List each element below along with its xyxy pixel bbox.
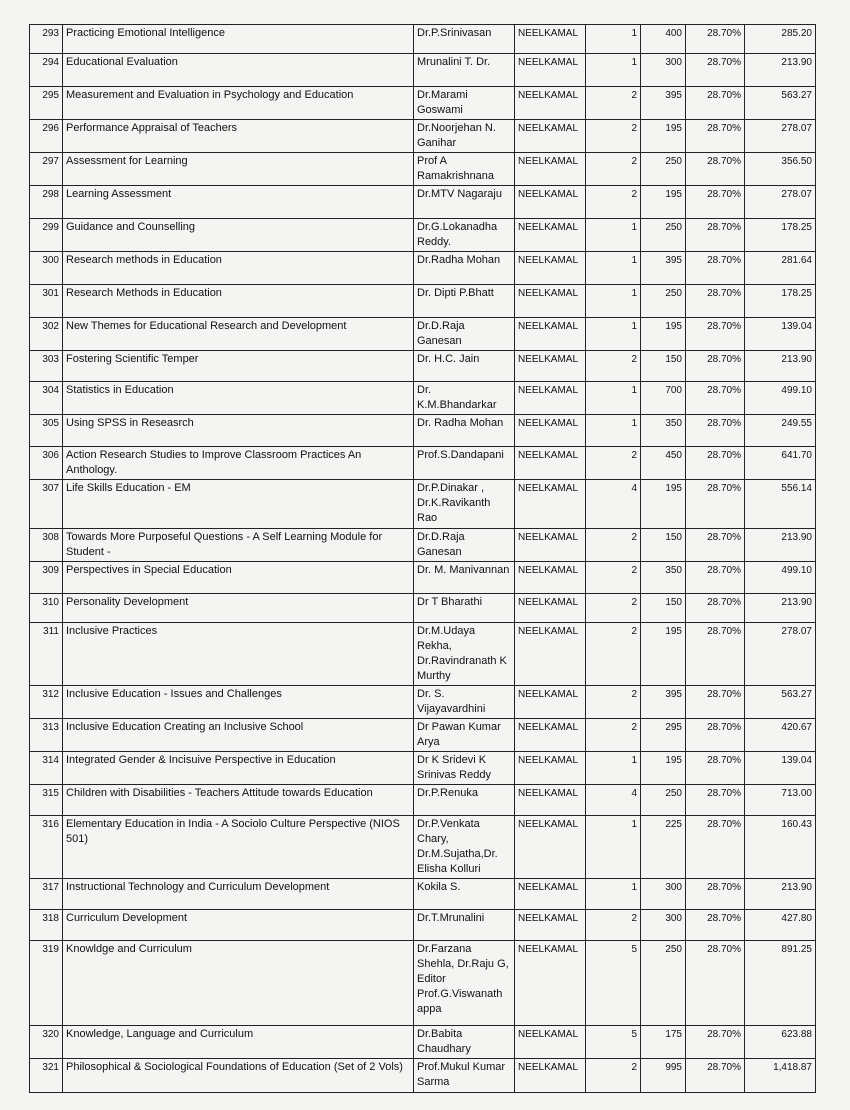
author-cell: Dr.Radha Mohan xyxy=(414,252,515,285)
publisher-cell: NEELKAMAL xyxy=(515,623,586,686)
publisher-cell: NEELKAMAL xyxy=(515,120,586,153)
author-cell: Dr.P.Venkata Chary, Dr.M.Sujatha,Dr. Elisha Kolluri xyxy=(414,816,515,879)
serial-number-cell: 311 xyxy=(30,623,63,686)
quantity-cell: 1 xyxy=(586,219,641,252)
serial-number-cell: 320 xyxy=(30,1026,63,1059)
serial-number-cell: 307 xyxy=(30,480,63,529)
quantity-cell: 1 xyxy=(586,285,641,318)
serial-number-cell: 317 xyxy=(30,879,63,910)
amount-cell: 356.50 xyxy=(745,153,816,186)
title-cell: Life Skills Education - EM xyxy=(63,480,414,529)
serial-number-cell: 319 xyxy=(30,941,63,1026)
quantity-cell: 1 xyxy=(586,54,641,87)
amount-cell: 891.25 xyxy=(745,941,816,1026)
author-cell: Dr Pawan Kumar Arya xyxy=(414,719,515,752)
publisher-cell: NEELKAMAL xyxy=(515,562,586,594)
price-cell: 700 xyxy=(641,382,686,415)
table-row xyxy=(30,219,816,252)
publisher-cell: NEELKAMAL xyxy=(515,594,586,623)
serial-number-cell: 296 xyxy=(30,120,63,153)
author-cell: Kokila S. xyxy=(414,879,515,910)
discount-cell: 28.70% xyxy=(686,415,745,447)
serial-number-cell: 301 xyxy=(30,285,63,318)
quantity-cell: 2 xyxy=(586,623,641,686)
table-row xyxy=(30,382,816,415)
amount-cell: 499.10 xyxy=(745,382,816,415)
table-row xyxy=(30,529,816,562)
discount-cell: 28.70% xyxy=(686,910,745,941)
table-row xyxy=(30,25,816,54)
serial-number-cell: 305 xyxy=(30,415,63,447)
quantity-cell: 1 xyxy=(586,752,641,785)
price-cell: 350 xyxy=(641,415,686,447)
quantity-cell: 1 xyxy=(586,382,641,415)
author-cell: Dr.Babita Chaudhary xyxy=(414,1026,515,1059)
quantity-cell: 2 xyxy=(586,120,641,153)
serial-number-cell: 318 xyxy=(30,910,63,941)
author-cell: Dr.G.Lokanadha Reddy. xyxy=(414,219,515,252)
quantity-cell: 2 xyxy=(586,686,641,719)
publisher-cell: NEELKAMAL xyxy=(515,910,586,941)
price-cell: 300 xyxy=(641,910,686,941)
serial-number-cell: 300 xyxy=(30,252,63,285)
quantity-cell: 2 xyxy=(586,562,641,594)
amount-cell: 641.70 xyxy=(745,447,816,480)
amount-cell: 249.55 xyxy=(745,415,816,447)
title-cell: Knowledge, Language and Curriculum xyxy=(63,1026,414,1059)
price-cell: 350 xyxy=(641,562,686,594)
author-cell: Dr.MTV Nagaraju xyxy=(414,186,515,219)
amount-cell: 713.00 xyxy=(745,785,816,816)
author-cell: Dr.Farzana Shehla, Dr.Raju G, Editor Prof.G.Viswanath appa xyxy=(414,941,515,1026)
amount-cell: 278.07 xyxy=(745,186,816,219)
table-row xyxy=(30,686,816,719)
amount-cell: 213.90 xyxy=(745,594,816,623)
quantity-cell: 2 xyxy=(586,1059,641,1093)
table-body xyxy=(30,25,816,1093)
amount-cell: 160.43 xyxy=(745,816,816,879)
author-cell: Dr.P.Dinakar , Dr.K.Ravikanth Rao xyxy=(414,480,515,529)
quantity-cell: 1 xyxy=(586,879,641,910)
author-cell: Dr. K.M.Bhandarkar xyxy=(414,382,515,415)
price-cell: 175 xyxy=(641,1026,686,1059)
price-cell: 195 xyxy=(641,752,686,785)
title-cell: Instructional Technology and Curriculum Development xyxy=(63,879,414,910)
discount-cell: 28.70% xyxy=(686,752,745,785)
discount-cell: 28.70% xyxy=(686,562,745,594)
publisher-cell: NEELKAMAL xyxy=(515,415,586,447)
discount-cell: 28.70% xyxy=(686,186,745,219)
table-row xyxy=(30,480,816,529)
title-cell: Research methods in Education xyxy=(63,252,414,285)
publisher-cell: NEELKAMAL xyxy=(515,941,586,1026)
quantity-cell: 5 xyxy=(586,1026,641,1059)
title-cell: New Themes for Educational Research and Development xyxy=(63,318,414,351)
table-row xyxy=(30,120,816,153)
publisher-cell: NEELKAMAL xyxy=(515,252,586,285)
table-row xyxy=(30,318,816,351)
author-cell: Dr.P.Srinivasan xyxy=(414,25,515,54)
quantity-cell: 2 xyxy=(586,87,641,120)
title-cell: Assessment for Learning xyxy=(63,153,414,186)
serial-number-cell: 315 xyxy=(30,785,63,816)
serial-number-cell: 294 xyxy=(30,54,63,87)
publisher-cell: NEELKAMAL xyxy=(515,351,586,382)
publisher-cell: NEELKAMAL xyxy=(515,816,586,879)
table-row xyxy=(30,285,816,318)
amount-cell: 213.90 xyxy=(745,529,816,562)
author-cell: Dr.Marami Goswami xyxy=(414,87,515,120)
table-row xyxy=(30,87,816,120)
quantity-cell: 2 xyxy=(586,910,641,941)
quantity-cell: 4 xyxy=(586,785,641,816)
author-cell: Dr K Sridevi K Srinivas Reddy xyxy=(414,752,515,785)
author-cell: Dr. H.C. Jain xyxy=(414,351,515,382)
author-cell: Prof A Ramakrishnana xyxy=(414,153,515,186)
discount-cell: 28.70% xyxy=(686,941,745,1026)
discount-cell: 28.70% xyxy=(686,623,745,686)
title-cell: Philosophical & Sociological Foundations of Education (Set of 2 Vols) xyxy=(63,1059,414,1093)
discount-cell: 28.70% xyxy=(686,382,745,415)
price-cell: 300 xyxy=(641,879,686,910)
author-cell: Dr.Noorjehan N. Ganihar xyxy=(414,120,515,153)
publisher-cell: NEELKAMAL xyxy=(515,686,586,719)
serial-number-cell: 306 xyxy=(30,447,63,480)
title-cell: Knowldge and Curriculum xyxy=(63,941,414,1026)
table-row xyxy=(30,719,816,752)
table-row xyxy=(30,54,816,87)
serial-number-cell: 303 xyxy=(30,351,63,382)
table-row xyxy=(30,752,816,785)
discount-cell: 28.70% xyxy=(686,447,745,480)
table-row xyxy=(30,186,816,219)
quantity-cell: 2 xyxy=(586,719,641,752)
author-cell: Prof.S.Dandapani xyxy=(414,447,515,480)
publisher-cell: NEELKAMAL xyxy=(515,318,586,351)
price-cell: 250 xyxy=(641,785,686,816)
amount-cell: 278.07 xyxy=(745,623,816,686)
price-cell: 395 xyxy=(641,252,686,285)
quantity-cell: 5 xyxy=(586,941,641,1026)
serial-number-cell: 316 xyxy=(30,816,63,879)
title-cell: Educational Evaluation xyxy=(63,54,414,87)
table-row xyxy=(30,941,816,1026)
amount-cell: 139.04 xyxy=(745,318,816,351)
amount-cell: 623.88 xyxy=(745,1026,816,1059)
title-cell: Guidance and Counselling xyxy=(63,219,414,252)
price-cell: 195 xyxy=(641,186,686,219)
price-cell: 225 xyxy=(641,816,686,879)
price-cell: 250 xyxy=(641,153,686,186)
title-cell: Children with Disabilities - Teachers Attitude towards Education xyxy=(63,785,414,816)
amount-cell: 281.64 xyxy=(745,252,816,285)
book-list-table xyxy=(29,24,816,1093)
price-cell: 300 xyxy=(641,54,686,87)
publisher-cell: NEELKAMAL xyxy=(515,153,586,186)
serial-number-cell: 302 xyxy=(30,318,63,351)
serial-number-cell: 297 xyxy=(30,153,63,186)
price-cell: 195 xyxy=(641,318,686,351)
publisher-cell: NEELKAMAL xyxy=(515,1026,586,1059)
price-cell: 150 xyxy=(641,529,686,562)
quantity-cell: 1 xyxy=(586,25,641,54)
title-cell: Performance Appraisal of Teachers xyxy=(63,120,414,153)
amount-cell: 499.10 xyxy=(745,562,816,594)
author-cell: Dr.M.Udaya Rekha, Dr.Ravindranath K Murthy xyxy=(414,623,515,686)
discount-cell: 28.70% xyxy=(686,686,745,719)
table-row xyxy=(30,816,816,879)
title-cell: Elementary Education in India - A Sociolo Culture Perspective (NIOS 501) xyxy=(63,816,414,879)
author-cell: Dr. Radha Mohan xyxy=(414,415,515,447)
price-cell: 195 xyxy=(641,480,686,529)
amount-cell: 285.20 xyxy=(745,25,816,54)
serial-number-cell: 309 xyxy=(30,562,63,594)
quantity-cell: 2 xyxy=(586,153,641,186)
quantity-cell: 1 xyxy=(586,816,641,879)
serial-number-cell: 299 xyxy=(30,219,63,252)
price-cell: 995 xyxy=(641,1059,686,1093)
quantity-cell: 2 xyxy=(586,186,641,219)
table-row xyxy=(30,623,816,686)
discount-cell: 28.70% xyxy=(686,594,745,623)
price-cell: 195 xyxy=(641,120,686,153)
price-cell: 150 xyxy=(641,594,686,623)
serial-number-cell: 295 xyxy=(30,87,63,120)
serial-number-cell: 314 xyxy=(30,752,63,785)
amount-cell: 178.25 xyxy=(745,219,816,252)
title-cell: Inclusive Practices xyxy=(63,623,414,686)
publisher-cell: NEELKAMAL xyxy=(515,186,586,219)
quantity-cell: 1 xyxy=(586,318,641,351)
price-cell: 295 xyxy=(641,719,686,752)
amount-cell: 178.25 xyxy=(745,285,816,318)
author-cell: Dr.P.Renuka xyxy=(414,785,515,816)
title-cell: Statistics in Education xyxy=(63,382,414,415)
table-row xyxy=(30,447,816,480)
amount-cell: 1,418.87 xyxy=(745,1059,816,1093)
author-cell: Dr.D.Raja Ganesan xyxy=(414,318,515,351)
publisher-cell: NEELKAMAL xyxy=(515,785,586,816)
discount-cell: 28.70% xyxy=(686,219,745,252)
amount-cell: 139.04 xyxy=(745,752,816,785)
publisher-cell: NEELKAMAL xyxy=(515,719,586,752)
table-row xyxy=(30,1059,816,1093)
discount-cell: 28.70% xyxy=(686,480,745,529)
discount-cell: 28.70% xyxy=(686,879,745,910)
discount-cell: 28.70% xyxy=(686,719,745,752)
title-cell: Practicing Emotional Intelligence xyxy=(63,25,414,54)
table-row xyxy=(30,351,816,382)
title-cell: Inclusive Education Creating an Inclusive School xyxy=(63,719,414,752)
title-cell: Research Methods in Education xyxy=(63,285,414,318)
price-cell: 250 xyxy=(641,285,686,318)
title-cell: Integrated Gender & Incisuive Perspective in Education xyxy=(63,752,414,785)
amount-cell: 213.90 xyxy=(745,54,816,87)
price-cell: 250 xyxy=(641,941,686,1026)
table-row xyxy=(30,252,816,285)
publisher-cell: NEELKAMAL xyxy=(515,879,586,910)
author-cell: Dr. M. Manivannan xyxy=(414,562,515,594)
discount-cell: 28.70% xyxy=(686,120,745,153)
serial-number-cell: 312 xyxy=(30,686,63,719)
amount-cell: 563.27 xyxy=(745,87,816,120)
table-row xyxy=(30,910,816,941)
title-cell: Measurement and Evaluation in Psychology and Education xyxy=(63,87,414,120)
table-row xyxy=(30,1026,816,1059)
publisher-cell: NEELKAMAL xyxy=(515,382,586,415)
price-cell: 395 xyxy=(641,686,686,719)
amount-cell: 213.90 xyxy=(745,351,816,382)
title-cell: Towards More Purposeful Questions - A Self Learning Module for Student - xyxy=(63,529,414,562)
title-cell: Fostering Scientific Temper xyxy=(63,351,414,382)
quantity-cell: 1 xyxy=(586,415,641,447)
publisher-cell: NEELKAMAL xyxy=(515,219,586,252)
publisher-cell: NEELKAMAL xyxy=(515,54,586,87)
publisher-cell: NEELKAMAL xyxy=(515,87,586,120)
discount-cell: 28.70% xyxy=(686,351,745,382)
serial-number-cell: 313 xyxy=(30,719,63,752)
author-cell: Dr T Bharathi xyxy=(414,594,515,623)
quantity-cell: 2 xyxy=(586,594,641,623)
price-cell: 450 xyxy=(641,447,686,480)
discount-cell: 28.70% xyxy=(686,318,745,351)
title-cell: Action Research Studies to Improve Classroom Practices An Anthology. xyxy=(63,447,414,480)
discount-cell: 28.70% xyxy=(686,25,745,54)
discount-cell: 28.70% xyxy=(686,785,745,816)
quantity-cell: 2 xyxy=(586,351,641,382)
serial-number-cell: 310 xyxy=(30,594,63,623)
author-cell: Dr. Dipti P.Bhatt xyxy=(414,285,515,318)
table-row xyxy=(30,785,816,816)
title-cell: Using SPSS in Reseasrch xyxy=(63,415,414,447)
price-cell: 395 xyxy=(641,87,686,120)
amount-cell: 420.67 xyxy=(745,719,816,752)
amount-cell: 563.27 xyxy=(745,686,816,719)
discount-cell: 28.70% xyxy=(686,54,745,87)
quantity-cell: 4 xyxy=(586,480,641,529)
table-row xyxy=(30,415,816,447)
author-cell: Dr. S. Vijayavardhini xyxy=(414,686,515,719)
discount-cell: 28.70% xyxy=(686,252,745,285)
discount-cell: 28.70% xyxy=(686,1059,745,1093)
table-row xyxy=(30,594,816,623)
title-cell: Learning Assessment xyxy=(63,186,414,219)
title-cell: Curriculum Development xyxy=(63,910,414,941)
serial-number-cell: 308 xyxy=(30,529,63,562)
quantity-cell: 2 xyxy=(586,529,641,562)
discount-cell: 28.70% xyxy=(686,153,745,186)
amount-cell: 427.80 xyxy=(745,910,816,941)
serial-number-cell: 304 xyxy=(30,382,63,415)
table-row xyxy=(30,153,816,186)
publisher-cell: NEELKAMAL xyxy=(515,285,586,318)
discount-cell: 28.70% xyxy=(686,1026,745,1059)
price-cell: 250 xyxy=(641,219,686,252)
publisher-cell: NEELKAMAL xyxy=(515,480,586,529)
publisher-cell: NEELKAMAL xyxy=(515,447,586,480)
title-cell: Perspectives in Special Education xyxy=(63,562,414,594)
amount-cell: 213.90 xyxy=(745,879,816,910)
author-cell: Prof.Mukul Kumar Sarma xyxy=(414,1059,515,1093)
price-cell: 150 xyxy=(641,351,686,382)
table-row xyxy=(30,562,816,594)
price-cell: 400 xyxy=(641,25,686,54)
publisher-cell: NEELKAMAL xyxy=(515,1059,586,1093)
quantity-cell: 1 xyxy=(586,252,641,285)
price-cell: 195 xyxy=(641,623,686,686)
publisher-cell: NEELKAMAL xyxy=(515,529,586,562)
publisher-cell: NEELKAMAL xyxy=(515,25,586,54)
title-cell: Personality Development xyxy=(63,594,414,623)
discount-cell: 28.70% xyxy=(686,285,745,318)
quantity-cell: 2 xyxy=(586,447,641,480)
discount-cell: 28.70% xyxy=(686,87,745,120)
serial-number-cell: 321 xyxy=(30,1059,63,1093)
table-row xyxy=(30,879,816,910)
amount-cell: 556.14 xyxy=(745,480,816,529)
serial-number-cell: 298 xyxy=(30,186,63,219)
author-cell: Dr.D.Raja Ganesan xyxy=(414,529,515,562)
discount-cell: 28.70% xyxy=(686,529,745,562)
amount-cell: 278.07 xyxy=(745,120,816,153)
title-cell: Inclusive Education - Issues and Challenges xyxy=(63,686,414,719)
serial-number-cell: 293 xyxy=(30,25,63,54)
author-cell: Dr.T.Mrunalini xyxy=(414,910,515,941)
author-cell: Mrunalini T. Dr. xyxy=(414,54,515,87)
discount-cell: 28.70% xyxy=(686,816,745,879)
publisher-cell: NEELKAMAL xyxy=(515,752,586,785)
